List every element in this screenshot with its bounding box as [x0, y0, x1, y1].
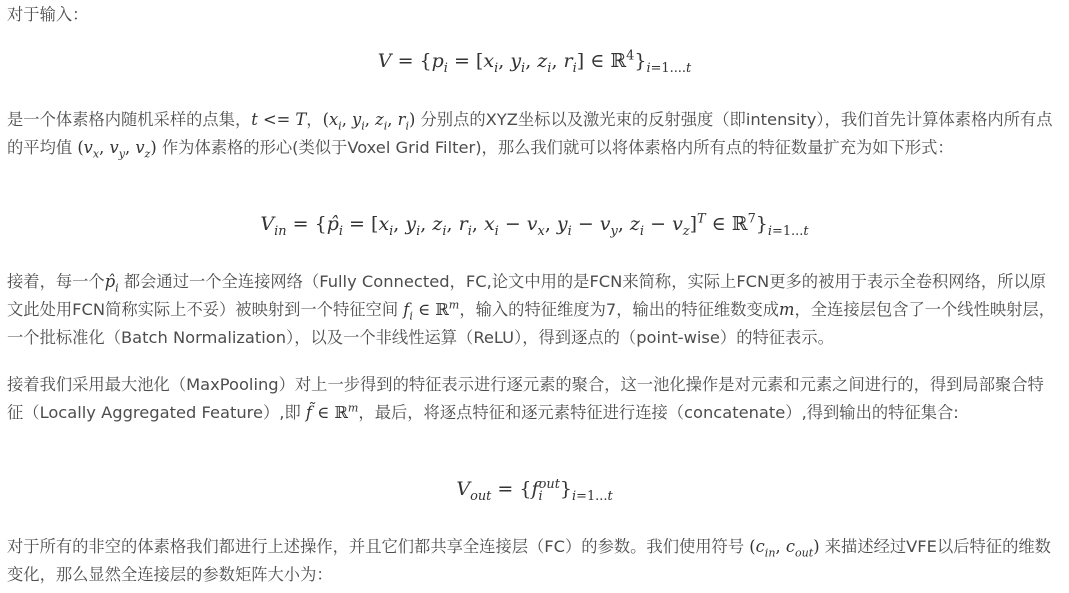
p3-text-d: ，全连接层包含了一个线性映射层，一个批标准化（Batch Normalization），以及一个非线性运算（ReLU），得到逐点的（point-wise）的特征表示。: [7, 300, 1055, 347]
point-set-description: 是一个体素格内随机采样的点集，t <= T，($x_i$, $y_i$, $z_i$, $r_i$) 分别点的XYZ坐标以及激光束的反射强度（即intensity），我们首先计算体素格内所有点的平均值 ($v_x$, $v_y$, $v_z$) 作为体素格的形心(类似于Voxel Grid Filter)，那么我们就可以将体素格内所有点的特征数量扩充为如下形式：: [7, 110, 1053, 161]
p4-text-b: ，最后，将逐点特征和逐元素特征进行连接（concatenate）,得到输出的特征集合:: [358, 403, 959, 422]
p2-math-xyzr: ($x_i$, $y_i$, $z_i$, $r_i$): [322, 110, 416, 133]
p5-text-b: 来描述经过VFE以后特征的维数变化，那么显然全连接层的参数矩阵大小为：: [7, 537, 1051, 584]
p2-math-t: t: [251, 110, 258, 129]
p3-text-a: 接着，每一个: [7, 272, 105, 291]
p2-text-c: 分别点的XYZ坐标以及激光束的反射强度（即intensity），我们首先计算体素格内所有点的平均值: [7, 110, 1053, 157]
p4-text-a: 接着我们采用最大池化（MaxPooling）对上一步得到的特征表示进行逐元素的聚合，这一池化操作是对元素和元素之间进行的，得到局部聚合特征（Locally Aggregated Feature）,即: [7, 375, 1044, 422]
intro-paragraph: [7, 1, 1059, 29]
intro-text: 对于输入：: [7, 5, 89, 24]
p2-math-v: ($v_x$, $v_y$, $v_z$): [77, 138, 157, 161]
p5-text-a: 对于所有的非空的体素格我们都进行上述操作，并且它们都共享全连接层（FC）的参数。我们使用符号: [7, 537, 750, 556]
p2-text-b: ，: [306, 110, 323, 129]
p3-text-c: ，输入的特征维度为7，输出的特征维数变成: [459, 300, 780, 319]
p3-math-f: $f_i$ ∈ ℝ$^m$: [403, 298, 460, 323]
equation-output-features: $V_{out} = \{f_i^{out}\}_{i=1...t}$: [456, 476, 613, 504]
fcn-description: [7, 268, 1059, 352]
equation-augmented-features: $V_{in}$ = {$p̂_i = [x_i$, $y_i$, $z_i$, $r_i$, $x_i - v_x$, $y_i - v_y$, $z_i - v_z]^T$ ∈ $ℝ^7\}_{i=1...t}$: [260, 211, 809, 239]
shared-fc-description: [7, 533, 1059, 589]
p2-text-a: 是一个体素格内随机采样的点集，: [7, 110, 252, 129]
p3-text-b: 都会通过一个全连接网络（Fully Connected，FC,论文中用的是FCN来简称，实际上FCN更多的被用于表示全卷积网络，所以原文此处用FCN简称实际上不妥）被映射到一个特征空间: [7, 272, 1047, 319]
p3-math-m: m: [779, 300, 795, 319]
p3-math-phat: $p̂_i$: [104, 272, 119, 295]
maxpool-description: [7, 371, 1059, 427]
p4-math-ftilde: f̃ ∈ ℝ$^m$: [305, 401, 359, 422]
p2-text-d: 作为体素格的形心(类似于Voxel Grid Filter)，那么我们就可以将体素格内所有点的特征数量扩充为如下形式：: [156, 138, 954, 157]
equation-point-set: $V = \{p_i = [x_i$, $y_i$, $z_i$, $r_i$] ∈ $ℝ^4\}_{i=1....t}$: [377, 48, 692, 76]
p5-math-cin-cout: ($c_{in}$, $c_{out}$): [749, 537, 820, 560]
